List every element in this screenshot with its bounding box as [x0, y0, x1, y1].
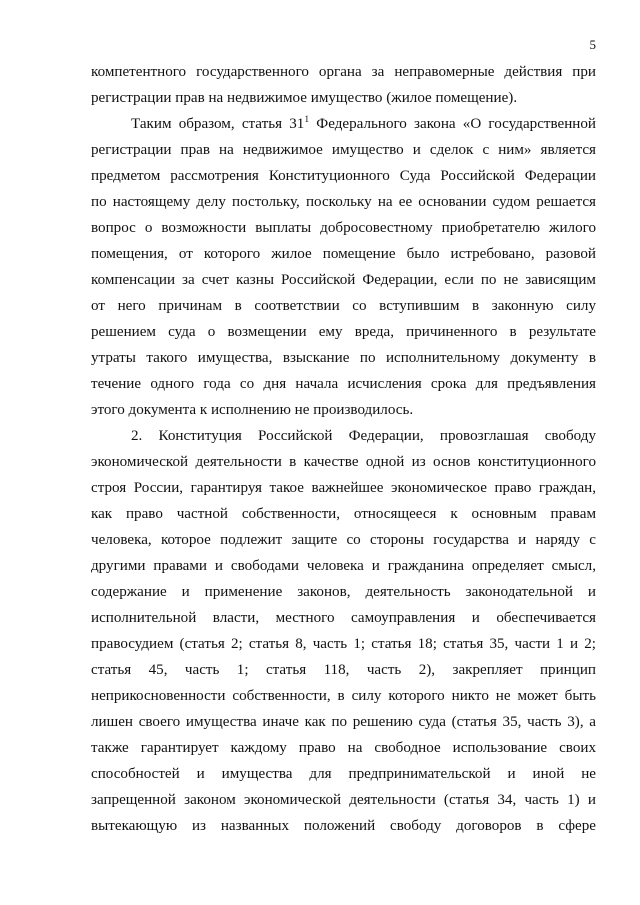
text-line: этого документа к исполнению не производилось. [91, 402, 414, 418]
text-line: неприкосновенности собственности, в силу которого никто не может быть [91, 688, 596, 704]
text-line: компетентного государственного органа за неправомерные действия при [91, 64, 596, 80]
text-line: помещения, от которого жилое помещение было истребовано, разовой [91, 246, 596, 262]
text-line: статья 45, часть 1; статья 118, часть 2), закрепляет принцип [91, 662, 596, 678]
text-line: человека, которое подлежит защите со стороны государства и наряду с [91, 532, 596, 548]
text-line: предметом рассмотрения Конституционного Суда Российской Федерации [91, 168, 596, 184]
text-line: течение одного года со дня начала исчисления срока для предъявления [91, 376, 596, 392]
text-line: содержание и применение законов, деятельность законодательной и [91, 584, 596, 600]
text-line: также гарантирует каждому право на свободное использование своих [91, 740, 596, 756]
text-line: запрещенной законом экономической деятельности (статья 34, часть 1) и [91, 792, 596, 808]
text-line: 2. Конституция Российской Федерации, провозглашая свободу [131, 428, 596, 444]
text-fragment: Федерального закона «О государственной [309, 116, 597, 132]
text-line: как право частной собственности, относящееся к основным правам [91, 506, 596, 522]
superscript: 1 [304, 115, 310, 125]
text-line: лишен своего имущества иначе как по решению суда (статья 35, часть 3), а [91, 714, 596, 730]
text-line [131, 111, 596, 137]
text-line: строя России, гарантируя такое важнейшее экономическое право граждан, [91, 480, 596, 496]
text-line: вопрос о возможности выплаты добросовестному приобретателю жилого [91, 220, 596, 236]
text-line: способностей и имущества для предпринимательской и иной не [91, 766, 596, 782]
text-line: по настоящему делу постольку, поскольку на ее основании судом решается [91, 194, 596, 210]
text-line: исполнительной власти, местного самоуправления и обеспечивается [91, 610, 596, 626]
text-line: правосудием (статья 2; статья 8, часть 1; статья 18; статья 35, части 1 и 2; [91, 636, 596, 652]
text-line: регистрации прав на недвижимое имущество и сделок с ним» является [91, 142, 596, 158]
text-line: экономической деятельности в качестве одной из основ конституционного [91, 454, 596, 470]
text-line: от него причинам в соответствии со вступившим в законную силу [91, 298, 596, 314]
text-line: утраты такого имущества, взыскание по исполнительному документу в [91, 350, 596, 366]
text-line: компенсации за счет казны Российской Федерации, если по не зависящим [91, 272, 596, 288]
page-number: 5 [589, 37, 596, 52]
text-line: другими правами и свободами человека и гражданина определяет смысл, [91, 558, 596, 574]
text-line: регистрации прав на недвижимое имущество (жилое помещение). [91, 90, 518, 106]
text-line: решением суда о возмещении ему вреда, причиненного в результате [91, 324, 596, 340]
text-line: вытекающую из названных положений свободу договоров в сфере [91, 818, 596, 834]
text-fragment: Таким образом, статья 31 [131, 116, 305, 132]
